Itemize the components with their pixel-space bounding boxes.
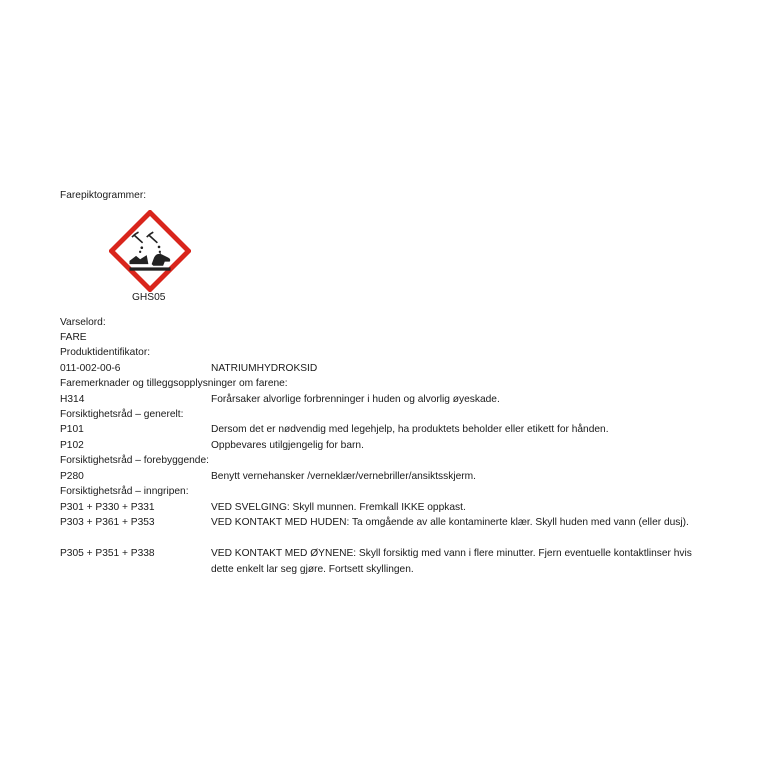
pictograms-heading: Farepiktogrammer: <box>60 190 147 201</box>
hazard-code: H314 <box>60 394 85 405</box>
precaution-code: P101 <box>60 424 84 435</box>
precaution-code: P303 + P361 + P353 <box>60 517 155 528</box>
precaution-response-heading: Forsiktighetsråd – inngripen: <box>60 486 189 497</box>
precaution-general-heading: Forsiktighetsråd – generelt: <box>60 409 184 420</box>
precaution-text: Benytt vernehansker /verneklær/vernebriller/ansiktsskjerm. <box>211 471 476 482</box>
precaution-code: P280 <box>60 471 84 482</box>
product-name: NATRIUMHYDROKSID <box>211 363 318 374</box>
ghs-code: GHS05 <box>132 292 166 303</box>
hazard-statements-heading: Faremerknader og tilleggsopplysninger om farene: <box>60 378 288 389</box>
precaution-text: VED KONTAKT MED HUDEN: Ta omgående av alle kontaminerte klær. Skyll huden med vann (eller dusj). <box>211 517 689 528</box>
product-index-number: 011-002-00-6 <box>60 363 121 374</box>
signal-word-label: Varselord: <box>60 317 106 328</box>
precaution-code: P305 + P351 + P338 <box>60 548 155 559</box>
corrosion-icon <box>109 210 191 292</box>
precaution-text: Oppbevares utilgjengelig for barn. <box>211 440 364 451</box>
signal-word-value: FARE <box>60 332 87 343</box>
precaution-prevention-heading: Forsiktighetsråd – forebyggende: <box>60 455 209 466</box>
precaution-code: P102 <box>60 440 84 451</box>
precaution-code: P301 + P330 + P331 <box>60 502 155 513</box>
precaution-text: VED KONTAKT MED ØYNENE: Skyll forsiktig med vann i flere minutter. Fjern eventuelle kontaktlinser hvis dette enkelt lar seg gjøre. Fortsett skyllingen. <box>211 548 692 575</box>
precaution-text: VED SVELGING: Skyll munnen. Fremkall IKKE oppkast. <box>211 502 466 513</box>
precaution-text: Dersom det er nødvendig med legehjelp, ha produktets beholder eller etikett for hånden. <box>211 424 609 435</box>
hazard-text: Forårsaker alvorlige forbrenninger i huden og alvorlig øyeskade. <box>211 394 500 405</box>
product-identifier-label: Produktidentifikator: <box>60 347 151 358</box>
